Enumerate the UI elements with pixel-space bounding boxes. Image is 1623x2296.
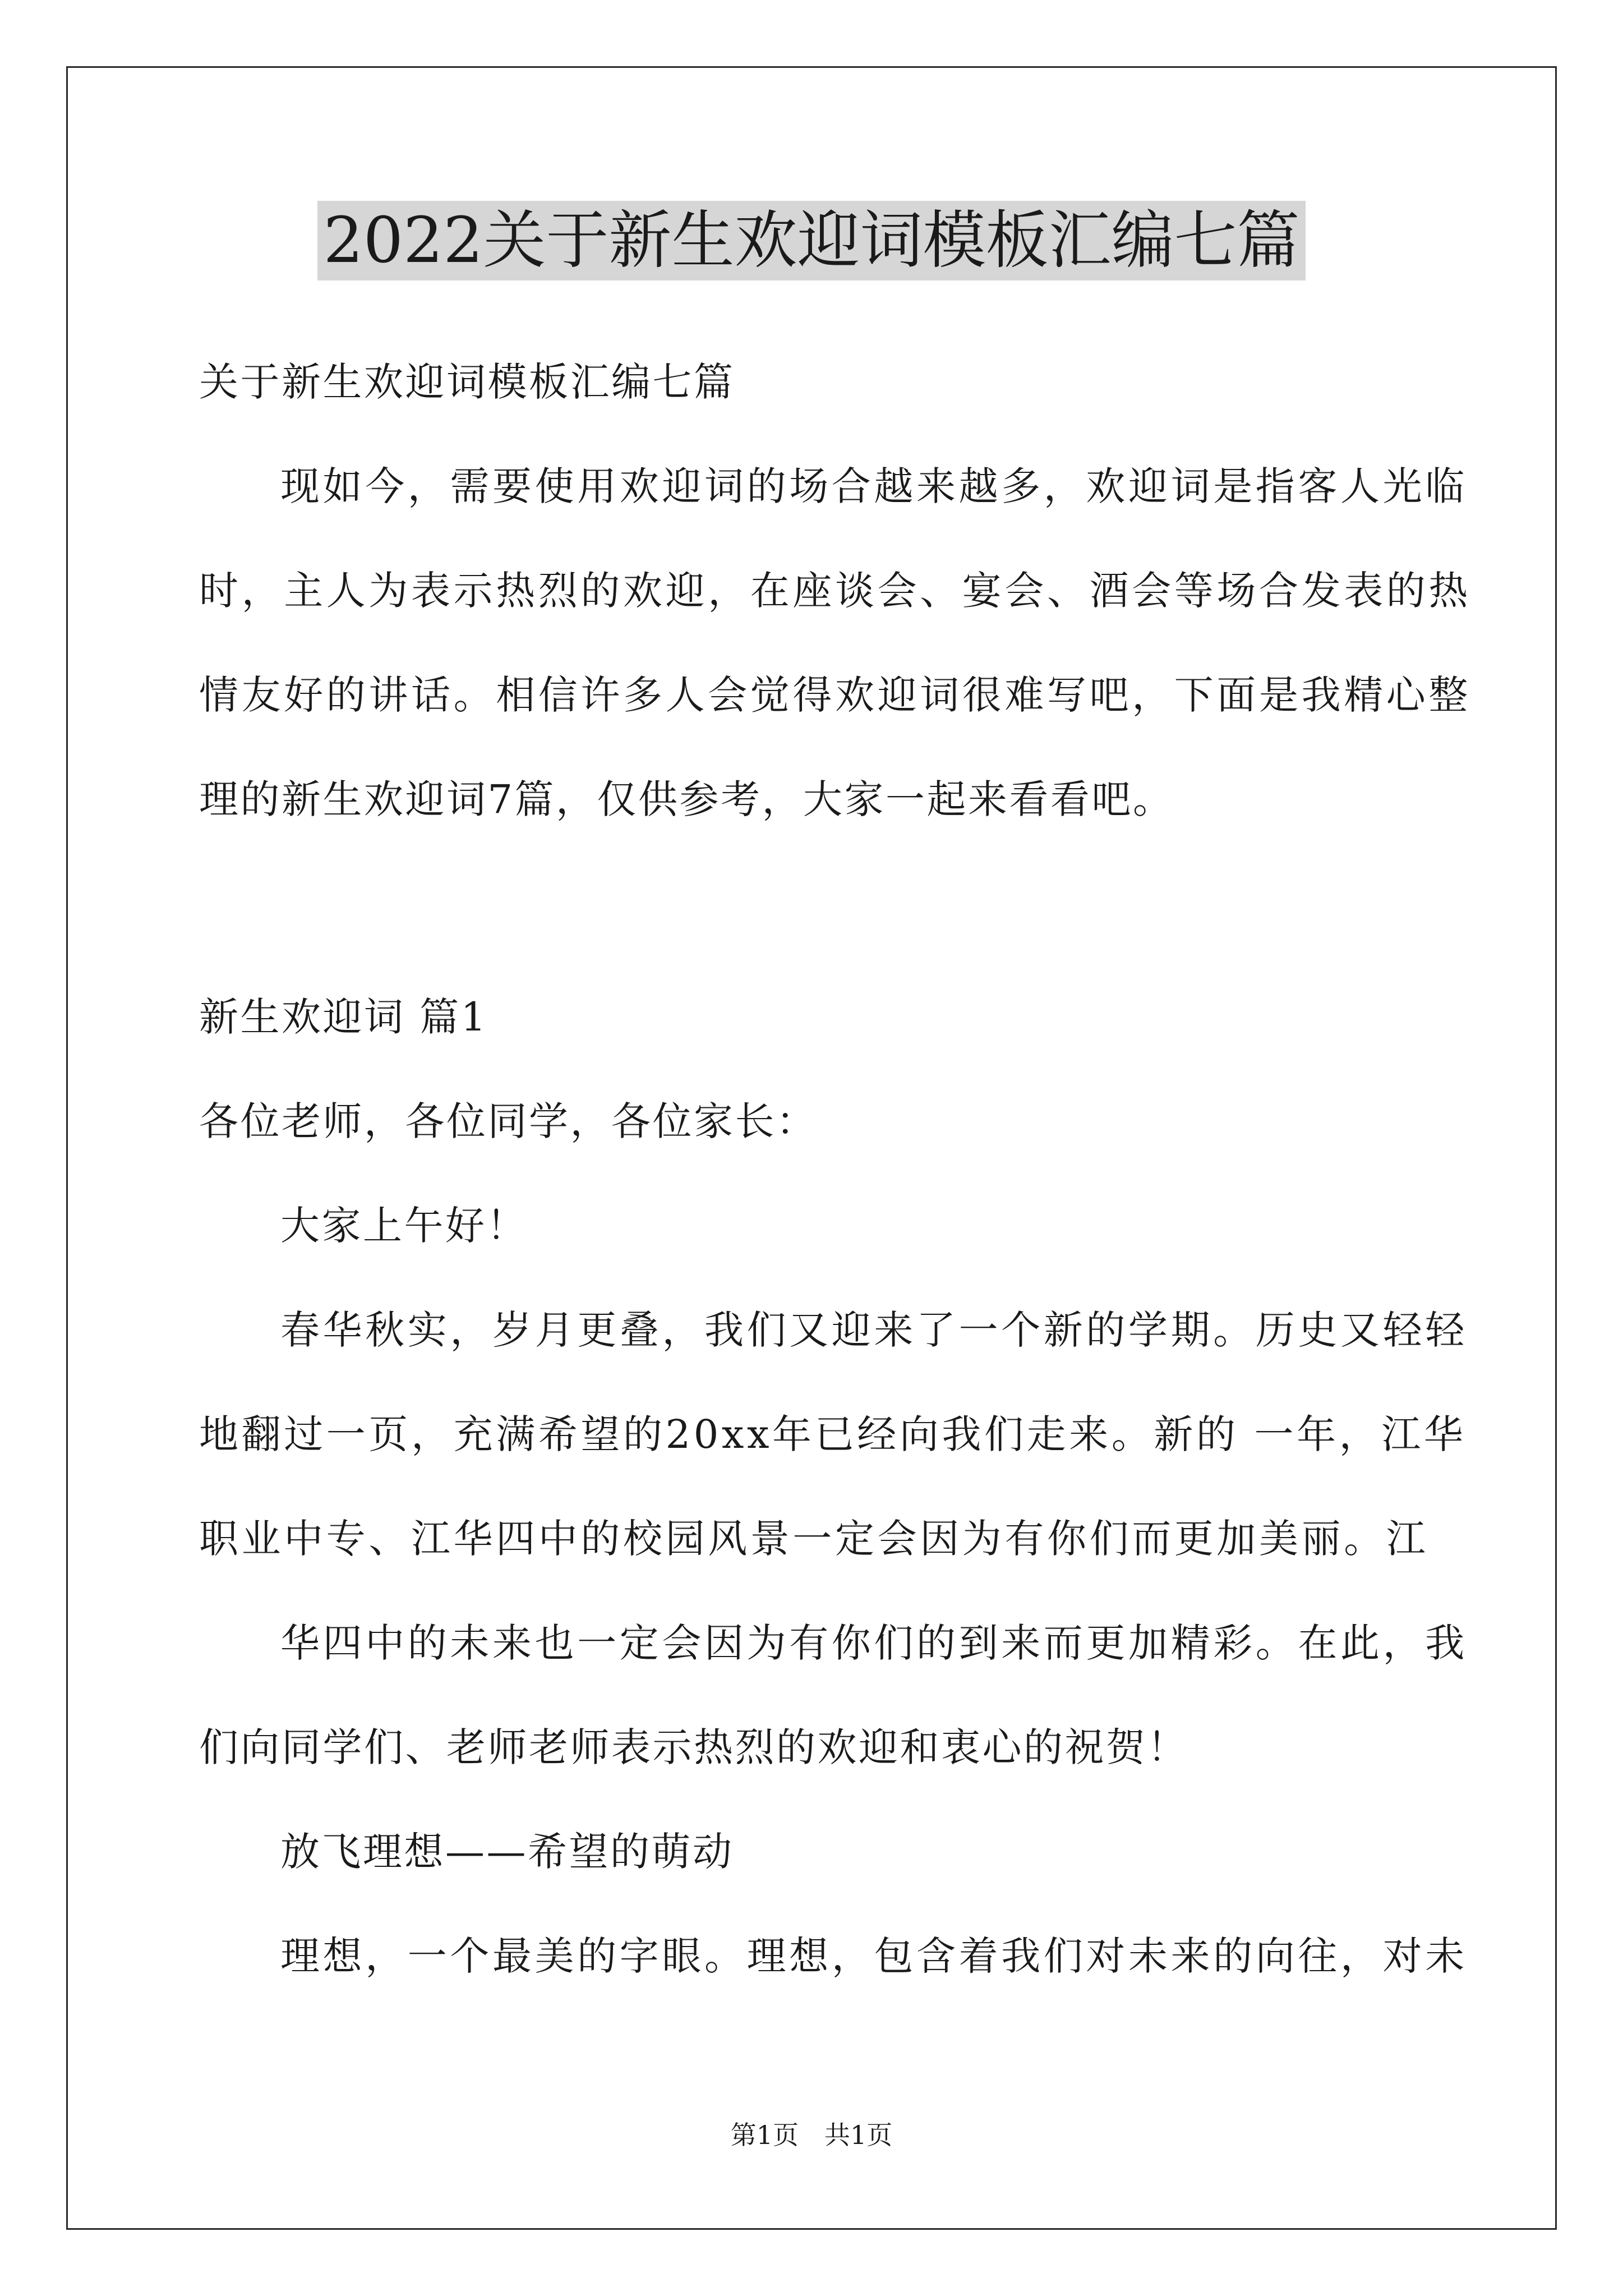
salutation: 各位老师，各位同学，各位家长： — [199, 1098, 818, 1144]
body-line-3: 职业中专、江华四中的校园风景一定会因为有你们而更加美丽。江 — [199, 1516, 1429, 1562]
document-title: 2022关于新生欢迎词模板汇编七篇 — [317, 201, 1305, 280]
intro-line-4: 理的新生欢迎词7篇，仅供参考，大家一起来看看吧。 — [199, 776, 1174, 822]
intro-line-2: 时，主人为表示热烈的欢迎，在座谈会、宴会、酒会等场合发表的热 — [199, 568, 1471, 614]
title-container — [0, 201, 1623, 280]
body-line-2: 地翻过一页，充满希望的20xx年已经向我们走来。新的 一年，江华 — [199, 1411, 1467, 1457]
greeting: 大家上午好！ — [280, 1203, 528, 1249]
body-line-1: 春华秋实，岁月更叠，我们又迎来了一个新的学期。历史又轻轻 — [280, 1307, 1468, 1353]
document-subtitle: 关于新生欢迎词模板汇编七篇 — [199, 359, 735, 405]
page-footer: 第1页 共1页 — [730, 2120, 893, 2150]
body-line-5: 们向同学们、老师老师表示热烈的欢迎和衷心的祝贺！ — [199, 1724, 1188, 1770]
body-line-6: 放飞理想——希望的萌动 — [280, 1829, 734, 1875]
body-line-7: 理想，一个最美的字眼。理想，包含着我们对未来的向往，对未 — [280, 1933, 1468, 1979]
section-heading: 新生欢迎词 篇1 — [199, 994, 488, 1040]
body-line-4: 华四中的未来也一定会因为有你们的到来而更加精彩。在此，我 — [280, 1620, 1468, 1666]
intro-line-3: 情友好的讲话。相信许多人会觉得欢迎词很难写吧，下面是我精心整 — [199, 672, 1471, 718]
intro-line-1: 现如今，需要使用欢迎词的场合越来越多，欢迎词是指客人光临 — [280, 463, 1468, 509]
